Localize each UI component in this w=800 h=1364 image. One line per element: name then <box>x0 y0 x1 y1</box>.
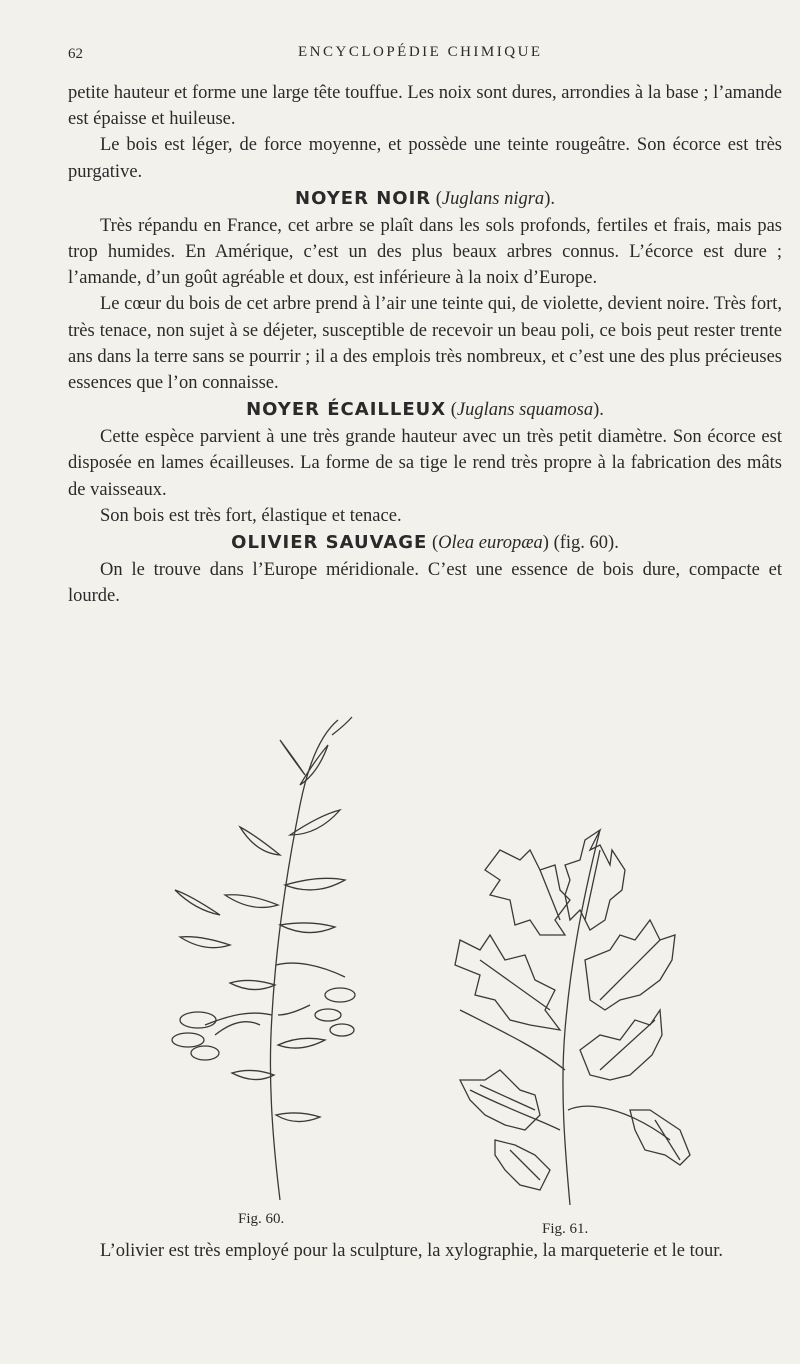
heading-name: OLIVIER SAUVAGE <box>231 532 428 554</box>
heading-latin-name: Juglans nigra <box>441 188 545 209</box>
heading-name: NOYER NOIR <box>295 187 432 209</box>
closing-text <box>68 1238 782 1264</box>
paragraph: Cette espèce parvient à une très grande hauteur avec un très petit diamètre. Son écorce est disposée en lames écailleuses. La forme de sa tige le rend très propre à la fabrication des mâts de vaisseaux. <box>68 427 782 500</box>
heading-latin-name: Juglans squamosa <box>456 400 594 421</box>
figures-area <box>0 715 800 1235</box>
paragraph: Très répandu en France, cet arbre se plaît dans les sols profonds, fertiles et frais, mais pas trop humides. En Amérique, c’est un des plus beaux arbres connus. L’écorce est dure ; l’amande, d’un goût agréable et doux, est inférieure à la noix d’Europe. <box>68 215 782 289</box>
body-text <box>68 80 782 609</box>
heading-name: NOYER ÉCAILLEUX <box>246 399 447 421</box>
paragraph: L’olivier est très employé pour la sculpture, la xylographie, la marqueterie et le tour. <box>100 1241 723 1261</box>
olive-branch-illustration <box>160 715 370 1205</box>
serrated-leaf-branch-illustration <box>440 810 700 1210</box>
heading-suffix: . <box>599 400 604 421</box>
section-heading-noyer-noir: NOYER NOIR (Juglans nigra). <box>295 187 555 209</box>
paragraph: On le trouve dans l’Europe méridionale. C’est une essence de bois dure, compacte et lourde. <box>68 560 782 607</box>
figure-60-caption: Fig. 60. <box>238 1211 285 1227</box>
heading-suffix: (fig. 60). <box>548 533 619 554</box>
paragraph: petite hauteur et forme une large tête touffue. Les noix sont dures, arrondies à la base ; l’amande est épaisse et huileuse. <box>68 83 782 130</box>
paragraph: Le cœur du bois de cet arbre prend à l’air une teinte qui, de violette, devient noire. Très fort, très tenace, non sujet à se déjeter, susceptible de recevoir un beau poli, ce bois peut rester trente ans dans la terre sans se pourrir ; il a des emplois très nombreux, et c’est une des plus précieuses essences que l’on connaisse. <box>68 294 782 394</box>
section-heading-olivier-sauvage: OLIVIER SAUVAGE (Olea europæa) (fig. 60). <box>231 532 619 554</box>
section-heading-noyer-ecailleux: NOYER ÉCAILLEUX (Juglans squamosa). <box>246 399 604 421</box>
paragraph: Son bois est très fort, élastique et tenace. <box>100 505 402 526</box>
heading-suffix: . <box>550 188 555 209</box>
page-number: 62 <box>68 46 83 62</box>
figure-61-caption: Fig. 61. <box>542 1221 589 1237</box>
page-header <box>68 40 780 70</box>
paragraph: Le bois est léger, de force moyenne, et possède une teinte rougeâtre. Son écorce est très purgative. <box>68 135 782 182</box>
running-title: ENCYCLOPÉDIE CHIMIQUE <box>298 44 543 60</box>
heading-latin-name: Olea europæa <box>438 533 543 554</box>
